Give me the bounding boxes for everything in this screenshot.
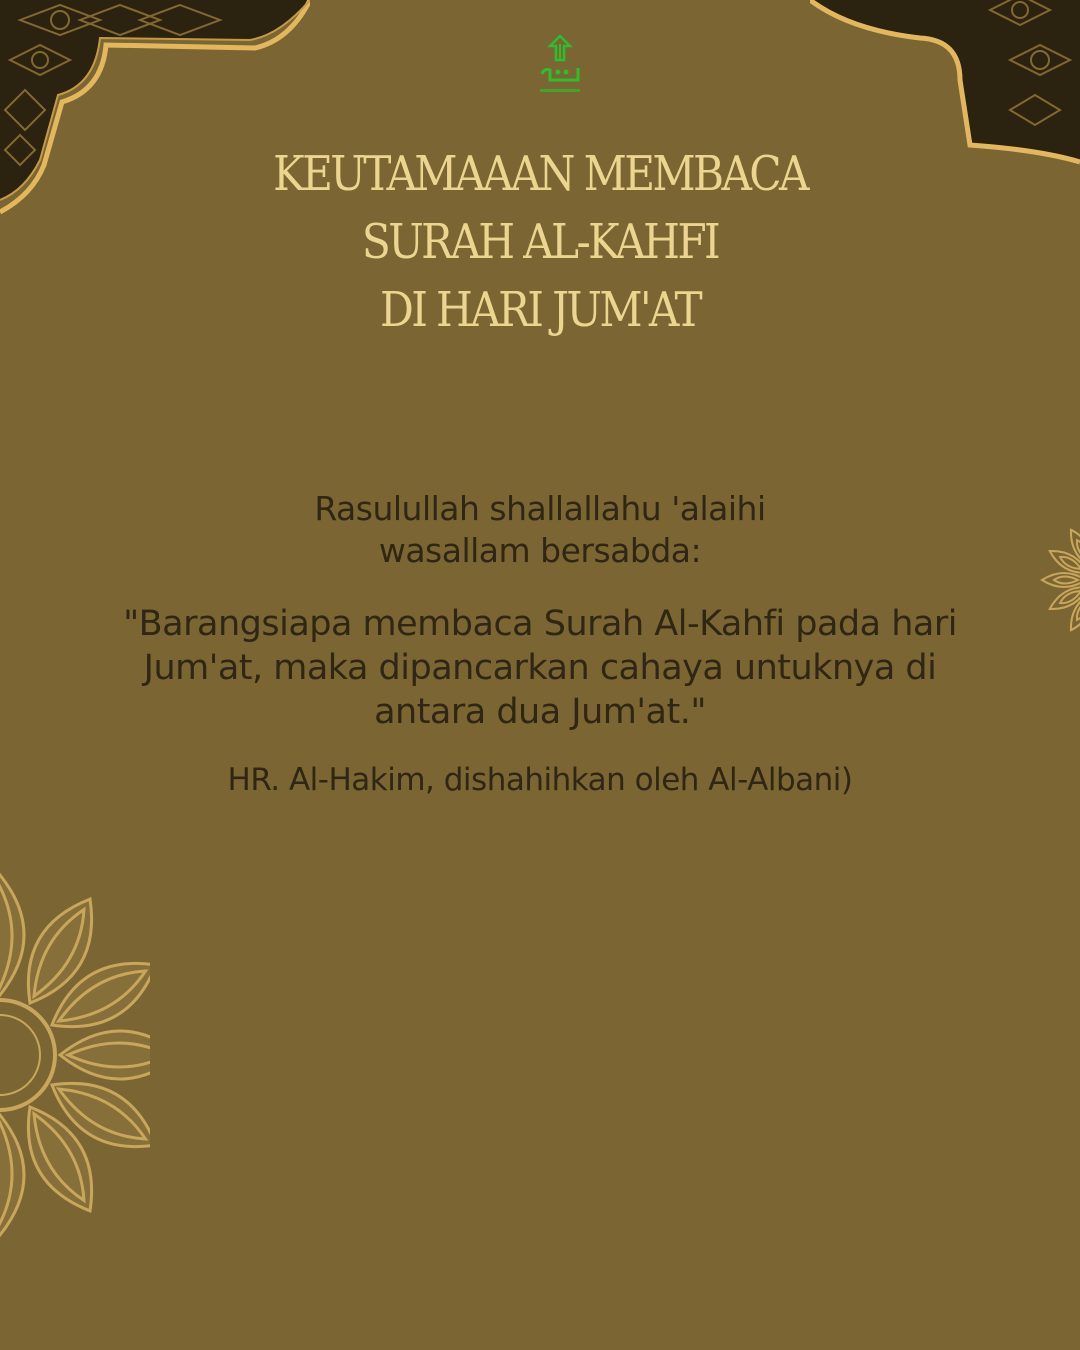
mandala-right [1040, 520, 1080, 640]
intro-line-2: wasallam bersabda: [378, 531, 702, 570]
page-title [65, 140, 1015, 344]
title-line-3: DI HARI JUM'AT [379, 282, 701, 338]
title-line-2: SURAH AL-KAHFI [361, 214, 719, 270]
hadith-quote [40, 602, 1040, 734]
title-line-1: KEUTAMAAAN MEMBACA [273, 146, 807, 202]
quote-line-2: Jum'at, maka dipancarkan cahaya untuknya di [143, 648, 937, 688]
quote-line-3: antara dua Jum'at." [374, 692, 706, 732]
intro-text [0, 488, 1080, 572]
intro-line-1: Rasulullah shallallahu 'alaihi [314, 489, 766, 528]
hadith-source: HR. Al-Hakim, dishahihkan oleh Al-Albani) [227, 762, 853, 798]
alwaie-logo-icon [534, 34, 586, 96]
quote-line-1: "Barangsiapa membaca Surah Al-Kahfi pada hari [123, 604, 957, 644]
mandala-left [0, 870, 150, 1240]
